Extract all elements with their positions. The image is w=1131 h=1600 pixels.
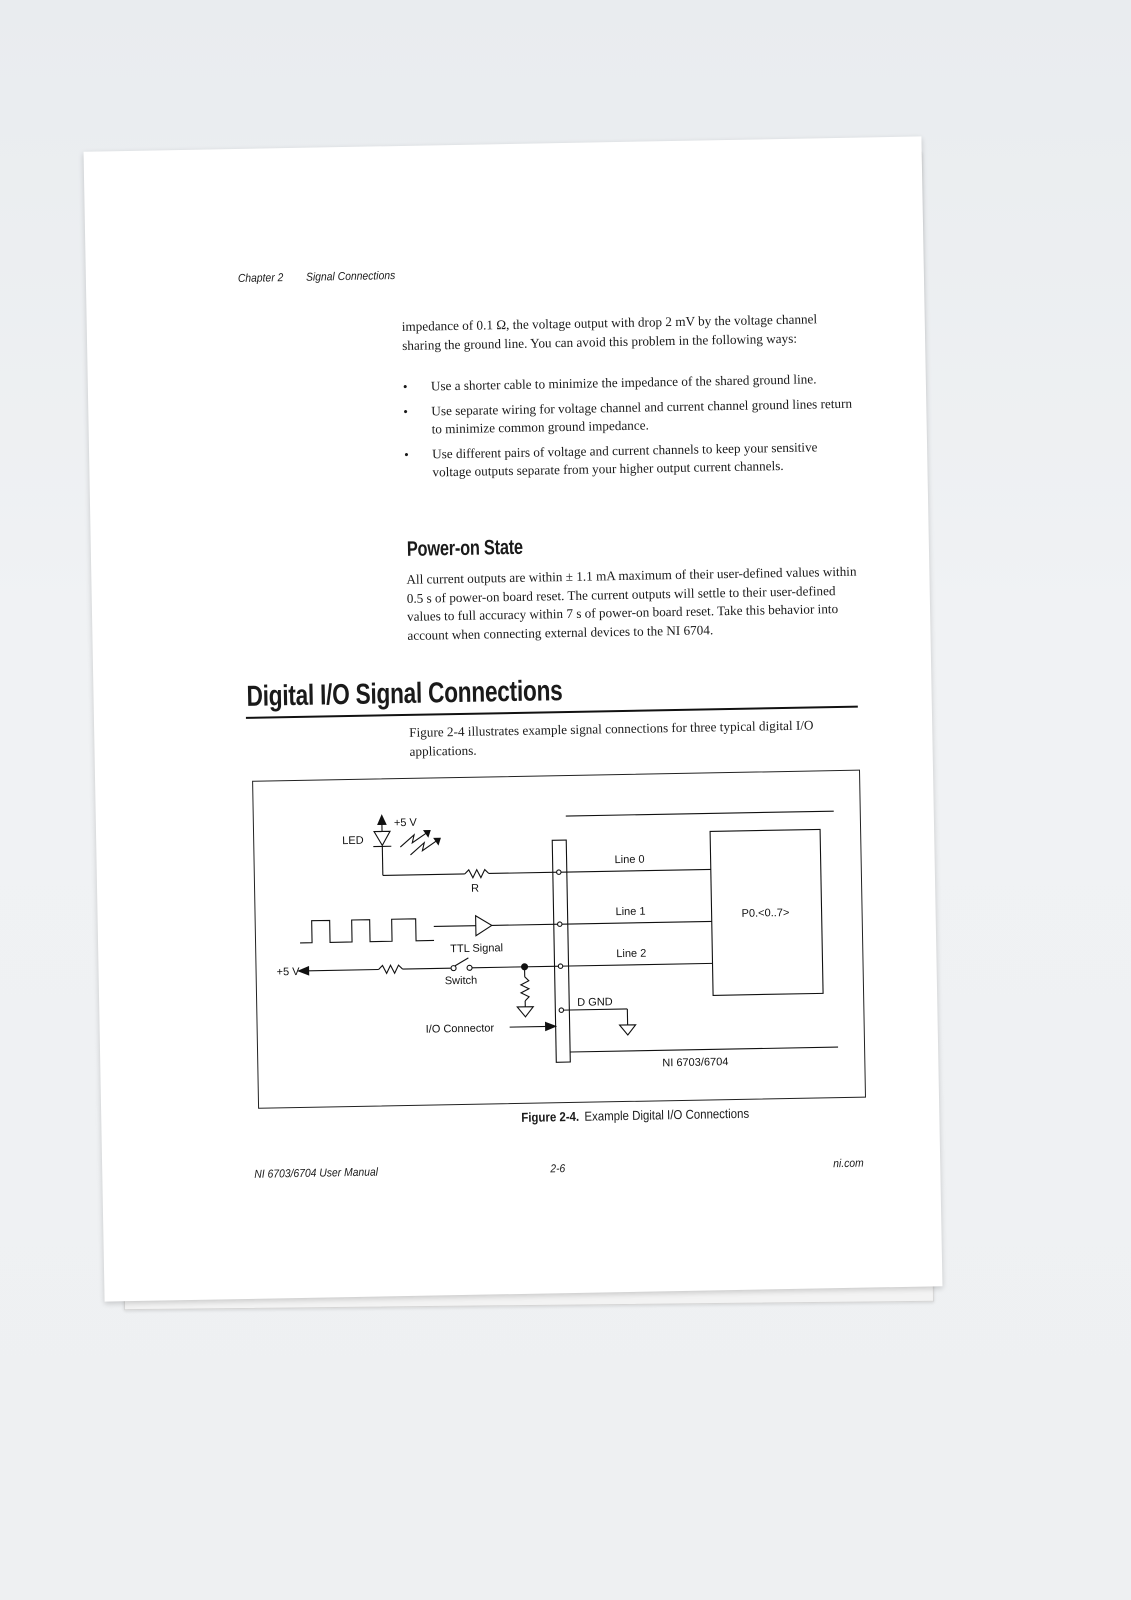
device-boundary-top: [566, 811, 834, 816]
digital-io-heading: Digital I/O Signal Connections: [246, 675, 563, 713]
digital-io-figure: [252, 770, 866, 1109]
intro-text: impedance of 0.1 Ω, the voltage output with drop 2 mV by the voltage channel sharing the ground line. You can avoid this problem in the following ways:: [401, 311, 818, 353]
led-icon: [374, 831, 390, 845]
switch-supply-wire: [303, 970, 379, 971]
line2-wire: [563, 963, 713, 966]
label-led: LED: [342, 834, 364, 848]
circuit-diagram: [253, 771, 865, 1108]
intro-paragraph: [402, 310, 858, 355]
power-on-paragraph: [406, 563, 862, 645]
bullet-item: • Use a shorter cable to minimize the impedance of the shared ground line.: [403, 370, 858, 397]
line0-wire: [561, 869, 711, 872]
label-port: P0.<0..7>: [741, 906, 790, 920]
figure-intro-text: Figure 2-4 illustrates example signal connections for three typical digital I/O applications.: [409, 717, 814, 759]
line1-wire: [562, 921, 712, 924]
power-on-text: All current outputs are within ± 1.1 mA maximum of their user-defined values within 0.5 s of power-on board reset. The current outputs will settle to their user-defined values to full accuracy within 7 s of power-on board reset. Take this behavior into account when connecting external devices to the NI 6704.: [406, 563, 857, 643]
running-header: [238, 270, 415, 285]
square-wave-icon: [300, 918, 434, 942]
label-io-connector: I/O Connector: [425, 1022, 495, 1036]
label-dgnd: D GND: [577, 996, 613, 1009]
bullet-list: [403, 370, 860, 489]
header-chapter: Chapter 2: [237, 272, 284, 285]
label-switch: Switch: [444, 974, 478, 988]
left-arrow-icon: [299, 967, 309, 975]
caption-number: Figure 2-4.: [521, 1108, 580, 1125]
switch-icon: [451, 966, 456, 971]
label-plus5v-left: +5 V: [276, 965, 300, 979]
buffer-icon: [476, 915, 492, 935]
led-wire: [382, 846, 383, 875]
dgnd-wire: [563, 1009, 627, 1010]
device-boundary-bottom: [570, 1047, 838, 1052]
footer-manual-title: NI 6703/6704 User Manual: [254, 1166, 379, 1181]
dgnd-ground-icon: [620, 1025, 636, 1035]
label-line0: Line 0: [614, 853, 645, 867]
power-on-heading: Power-on State: [406, 535, 524, 561]
bullet-item: • Use different pairs of voltage and current channels to keep your sensitive voltage outputs separate from your higher output current channels.: [404, 437, 860, 482]
label-device: NI 6703/6704: [662, 1056, 729, 1070]
bullet-item: • Use separate wiring for voltage channel and current channel ground lines return to minimize common ground impedance.: [403, 394, 859, 439]
label-resistor: R: [470, 882, 480, 895]
footer-website: ni.com: [833, 1157, 864, 1171]
ground-icon: [517, 1007, 533, 1017]
header-title: Signal Connections: [305, 270, 396, 284]
pullup-resistor-icon: [378, 965, 402, 973]
pulldown-resistor-icon: [521, 977, 529, 1001]
label-plus5v-top: +5 V: [393, 816, 417, 830]
up-arrow-icon: [378, 815, 386, 824]
label-line1: Line 1: [615, 905, 646, 919]
footer-page-number: 2-6: [550, 1163, 566, 1176]
io-connector-pointer: [510, 1026, 548, 1027]
label-ttl-signal: TTL Signal: [450, 942, 504, 956]
caption-text: Example Digital I/O Connections: [584, 1105, 750, 1124]
manual-page: [84, 136, 943, 1301]
label-line2: Line 2: [616, 947, 647, 961]
resistor-icon: [465, 869, 489, 877]
figure-intro-paragraph: [409, 716, 865, 761]
figure-caption: [521, 1106, 749, 1125]
